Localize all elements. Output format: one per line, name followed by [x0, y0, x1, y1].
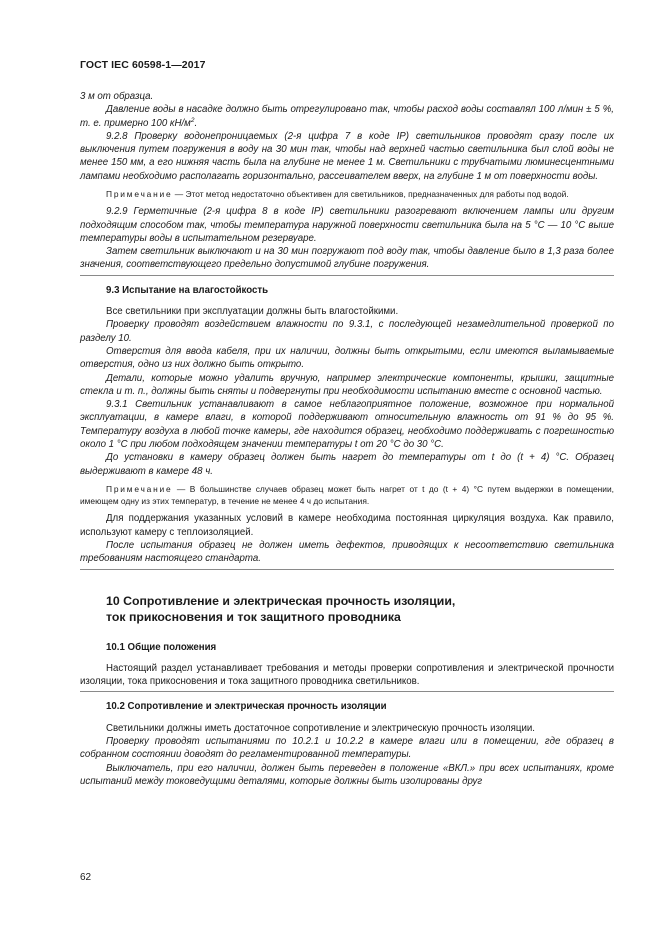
section-heading-10: 10 Сопротивление и электрическая прочность изоляции, — [106, 593, 456, 608]
divider — [80, 275, 614, 276]
paragraph: Проверку проводят воздействием влажности по 9.3.1, с последующей незамедлительной проверкой по разделу 10. — [80, 319, 614, 344]
divider — [80, 691, 614, 692]
page-number: 62 — [80, 872, 92, 883]
subsection-heading-10-1: 10.1 Общие положения — [106, 641, 217, 653]
clause-9-2-9: 9.2.9 Герметичные (2-я цифра 8 в коде IP) светильники разогревают включением лампы или другим подходящим способом так, чтобы температура наружной поверхности светильника была на 5 °С — 10 °С выше температуры воды в испытательном резервуаре. — [80, 206, 614, 244]
paragraph: Проверку проводят испытаниями по 10.2.1 и 10.2.2 в камере влаги или в помещении, где образец в собранном состоянии доводят до регламентированной температуры. — [80, 736, 614, 761]
clause-9-2-8: 9.2.8 Проверку водонепроницаемых (2-я цифра 7 в коде IP) светильников проводят сразу после их выключения путем погружения в воду на 30 мин так, чтобы над верхней частью светильника был слой воды не менее 150 мм, а его нижняя часть была на глубине не менее 1 м. Светильники с трубчатыми люминесцентными лампами необходимо располагать горизонтально, рассеивателем вверх, на глубине 1 м от поверхности воды. — [80, 130, 614, 182]
note — [80, 188, 614, 200]
note — [80, 483, 614, 507]
section-heading-10-cont: ток прикосновения и ток защитного проводника — [106, 609, 401, 624]
paragraph: Все светильники при эксплуатации должны быть влагостойкими. — [106, 306, 399, 318]
note-label: Примечание — [106, 483, 173, 494]
paragraph: Настоящий раздел устанавливает требования и методы проверки сопротивления и электрической прочности изоляции, тока прикосновения и тока защитного проводника светильников. — [80, 662, 614, 688]
subsection-heading-9-3: 9.3 Испытание на влагостойкость — [106, 284, 269, 296]
paragraph: Затем светильник выключают и на 30 мин погружают под воду так, чтобы давление было в 1,3 раза более значения, соответствующего предельно допустимой глубине погружения. — [80, 246, 614, 271]
paragraph: Для поддержания указанных условий в камере необходима постоянная циркуляция воздуха. Как правило, используют камеру с теплоизоляцией. — [80, 513, 614, 538]
paragraph: Выключатель, при его наличии, должен быть переведен в положение «ВКЛ.» при всех испытаниях, кроме испытаний между токоведущими деталями, которые должны быть изолированы друг — [80, 762, 614, 787]
page-body — [80, 90, 614, 788]
paragraph: Давление воды в насадке должно быть отрегулировано так, чтобы расход воды составлял 100 л/мин ± 5 %, т. е. примерно 100 $кН/м^2$. — [80, 104, 614, 129]
paragraph: После испытания образец не должен иметь дефектов, приводящих к несоответствию светильника требованиям настоящего стандарта. — [80, 539, 614, 565]
subsection-heading-10-2: 10.2 Сопротивление и электрическая прочность изоляции — [106, 701, 387, 713]
note-label: Примечание — [106, 189, 173, 200]
paragraph: Отверстия для ввода кабеля, при их наличии, должны быть открытыми, если имеются выламываемые отверстия, одно из них должно быть открыто. — [80, 345, 614, 371]
note-text: — В большинстве случаев образец может быть нагрет от t до (t + 4) °С путем выдержки в помещении, имеющем одну из этих температур, в течение не менее 4 ч до испытания. — [80, 483, 614, 507]
paragraph: До установки в камеру образец должен быть нагрет до температуры от t до (t + 4) °С. Образец выдерживают в камере 48 ч. — [80, 452, 614, 477]
paragraph: Детали, которые можно удалить вручную, например электрические компоненты, крышки, защитные стекла и т. п., должны быть сняты и подвергнуты при необходимости испытанию вместе с основной частью. — [80, 372, 614, 397]
note-text: — Этот метод недостаточно объективен для светильников, предназначенных для работы под водой. — [172, 189, 569, 200]
paragraph: 3 м от образца. — [80, 91, 154, 102]
divider — [80, 569, 614, 570]
clause-9-3-1: 9.3.1 Светильник устанавливают в самое неблагоприятное положение, возможное при нормальной эксплуатации, в камере влаги, в которой поддерживают относительную влажность от 91 % до 95 %. Температуру воздуха в любой точке камеры, где находится образец, необходимо поддерживать с погрешностью около 1 °С при любом подходящем значении температуры t от 20 °С до 30 °С. — [80, 399, 614, 451]
running-header: ГОСТ IEC 60598-1—2017 — [80, 59, 206, 71]
paragraph: Светильники должны иметь достаточное сопротивление и электрическую прочность изоляции. — [106, 722, 535, 734]
